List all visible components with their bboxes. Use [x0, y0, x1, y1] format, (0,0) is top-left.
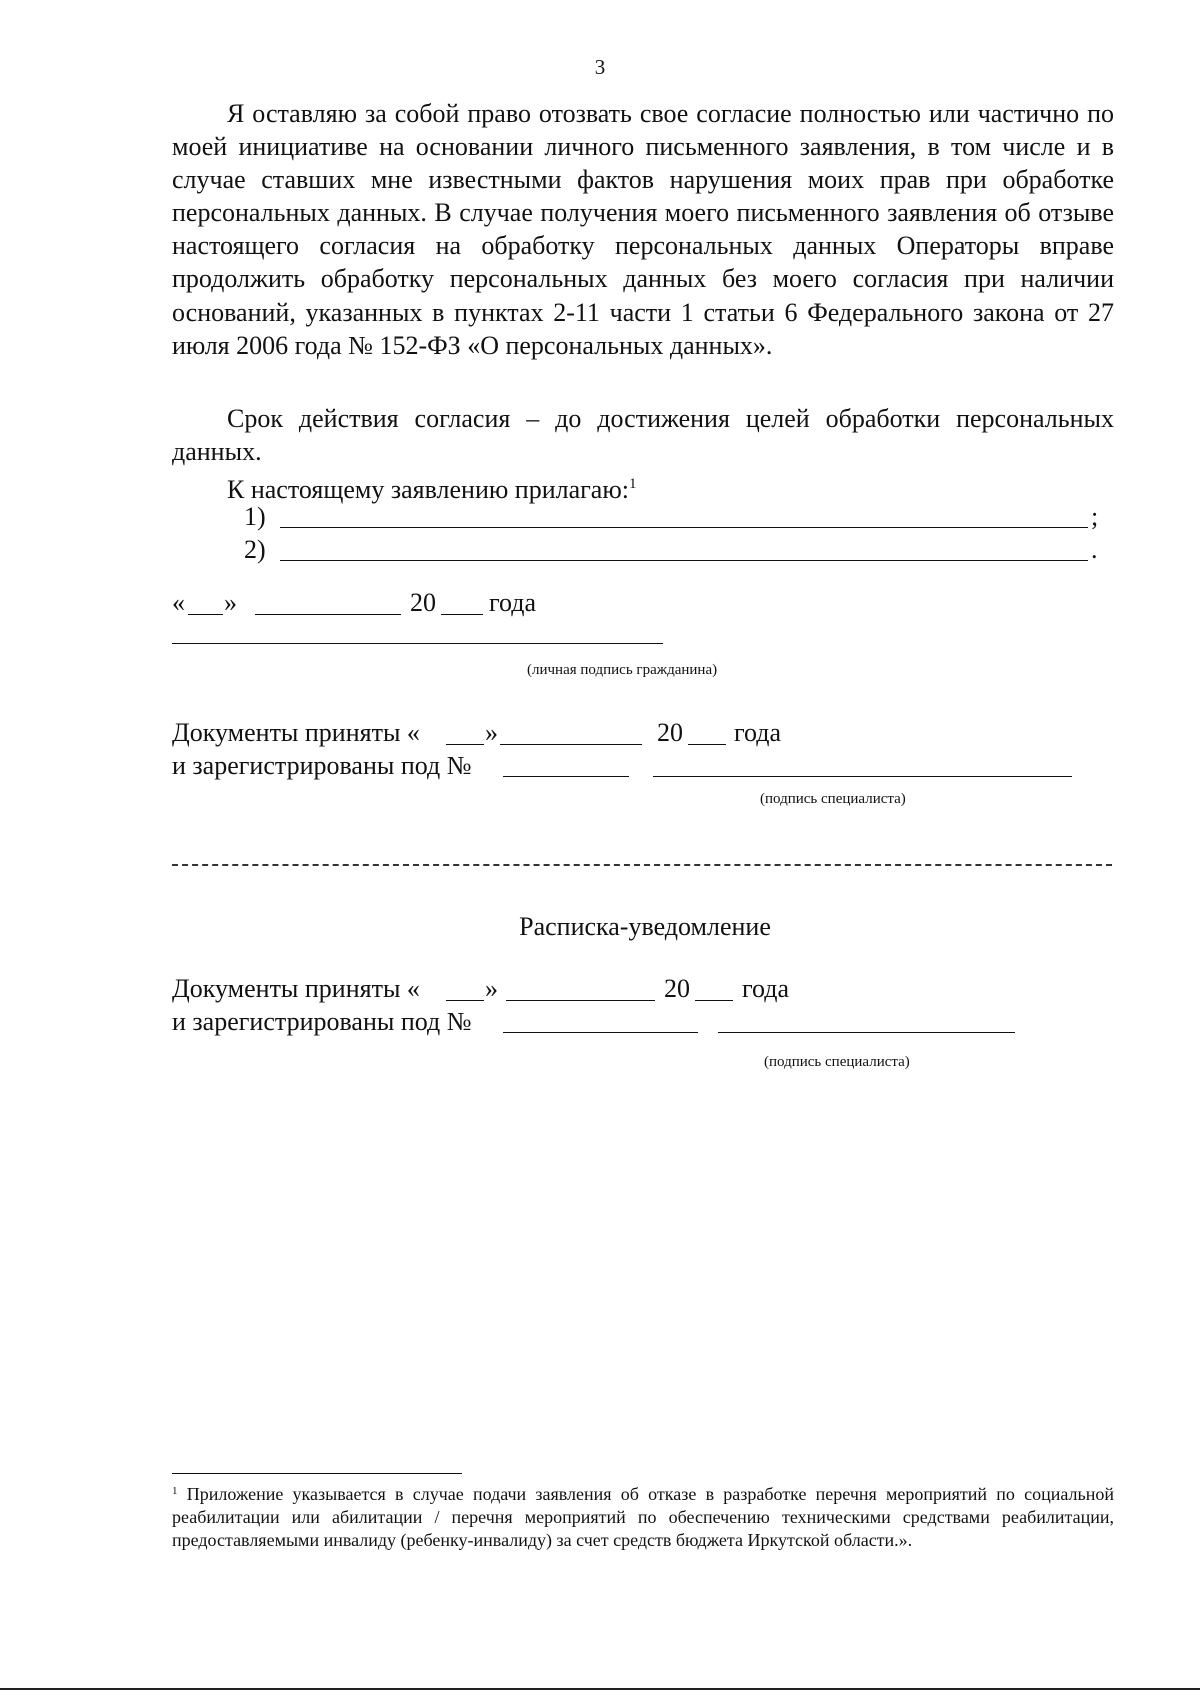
date-day-blank[interactable] — [188, 614, 223, 615]
acceptance-month-blank[interactable] — [500, 744, 642, 745]
receipt-number-blank[interactable] — [503, 1032, 698, 1033]
attachment-item-1-label: 1) — [244, 502, 266, 531]
receipt-year-blank[interactable] — [695, 1000, 733, 1001]
acceptance-number-blank[interactable] — [503, 776, 629, 777]
footnote-mark: 1 — [172, 1485, 178, 1497]
receipt-registered-label: и зарегистрированы под № — [172, 1007, 472, 1036]
acceptance-year-prefix: 20 — [657, 718, 683, 747]
attachments-intro — [227, 468, 637, 506]
validity-paragraph: Срок действия согласия – до достижения целей обработки персональных данных. — [172, 404, 1114, 467]
citizen-signature-line[interactable] — [172, 643, 663, 644]
attachment-item-2-end: . — [1091, 535, 1098, 564]
acceptance-year-blank[interactable] — [688, 744, 726, 745]
cut-line — [172, 864, 1112, 866]
date-year-prefix: 20 — [410, 588, 436, 617]
acceptance-year-word: года — [734, 718, 782, 747]
footnote-text: Приложение указывается в случае подачи заявления об отказе в разработке перечня мероприятий по социальной реабилитации или абилитации / перечня мероприятий по обеспечению техническими средствами реабилитации, предоставляемыми инвалиду (ребенку-инвалиду) за счет средств бюджета Иркутской области.». — [172, 1484, 1114, 1550]
receipt-heading: Расписка-уведомление — [519, 912, 771, 941]
acceptance-specialist-signature-line[interactable] — [653, 776, 1072, 777]
footnote-separator — [172, 1473, 462, 1474]
receipt-specialist-caption: (подпись специалиста) — [764, 1054, 910, 1070]
receipt-specialist-signature-line[interactable] — [718, 1032, 1015, 1033]
attachments-intro-text: К настоящему заявлению прилагаю: — [227, 475, 629, 504]
acceptance-specialist-caption: (подпись специалиста) — [760, 791, 906, 807]
acceptance-registered-label: и зарегистрированы под № — [172, 751, 472, 780]
receipt-year-word: года — [742, 974, 790, 1003]
citizen-signature-caption: (личная подпись гражданина) — [527, 662, 718, 678]
acceptance-close-quote: » — [485, 718, 498, 747]
acceptance-prefix: Документы приняты « — [172, 718, 420, 747]
date-year-blank[interactable] — [441, 614, 483, 615]
footnote — [172, 1480, 1114, 1552]
date-open-quote: « — [172, 588, 185, 617]
footnote-reference: 1 — [629, 476, 637, 492]
receipt-month-blank[interactable] — [506, 1000, 655, 1001]
date-close-quote: » — [224, 588, 237, 617]
page-number: 3 — [594, 55, 606, 79]
receipt-prefix: Документы приняты « — [172, 974, 420, 1003]
revocation-paragraph: Я оставляю за собой право отозвать свое согласие полностью или частично по моей инициативе на основании личного письменного заявления, в том числе и в случае ставших мне известными фактов нарушения моих прав при обработке персональных данных. В случае получения моего письменного заявления об отзыве настоящего согласия на обработку персональных данных Операторы вправе продолжить обработку персональных данных без моего согласия при наличии оснований, указанных в пунктах 2-11 части 1 статьи 6 Федерального закона от 27 июля 2006 года № 152-ФЗ «О персональных данных». — [172, 99, 1114, 360]
attachment-item-1-blank[interactable] — [280, 527, 1088, 528]
attachment-item-1-end: ; — [1091, 502, 1099, 531]
attachment-item-2-blank[interactable] — [280, 560, 1088, 561]
acceptance-day-blank[interactable] — [446, 744, 484, 745]
date-month-blank[interactable] — [255, 614, 401, 615]
attachment-item-2-label: 2) — [244, 535, 266, 564]
date-year-word: года — [489, 588, 537, 617]
receipt-close-quote: » — [485, 974, 498, 1003]
receipt-day-blank[interactable] — [446, 1000, 484, 1001]
page-bottom-border — [0, 1688, 1200, 1690]
receipt-year-prefix: 20 — [664, 974, 690, 1003]
